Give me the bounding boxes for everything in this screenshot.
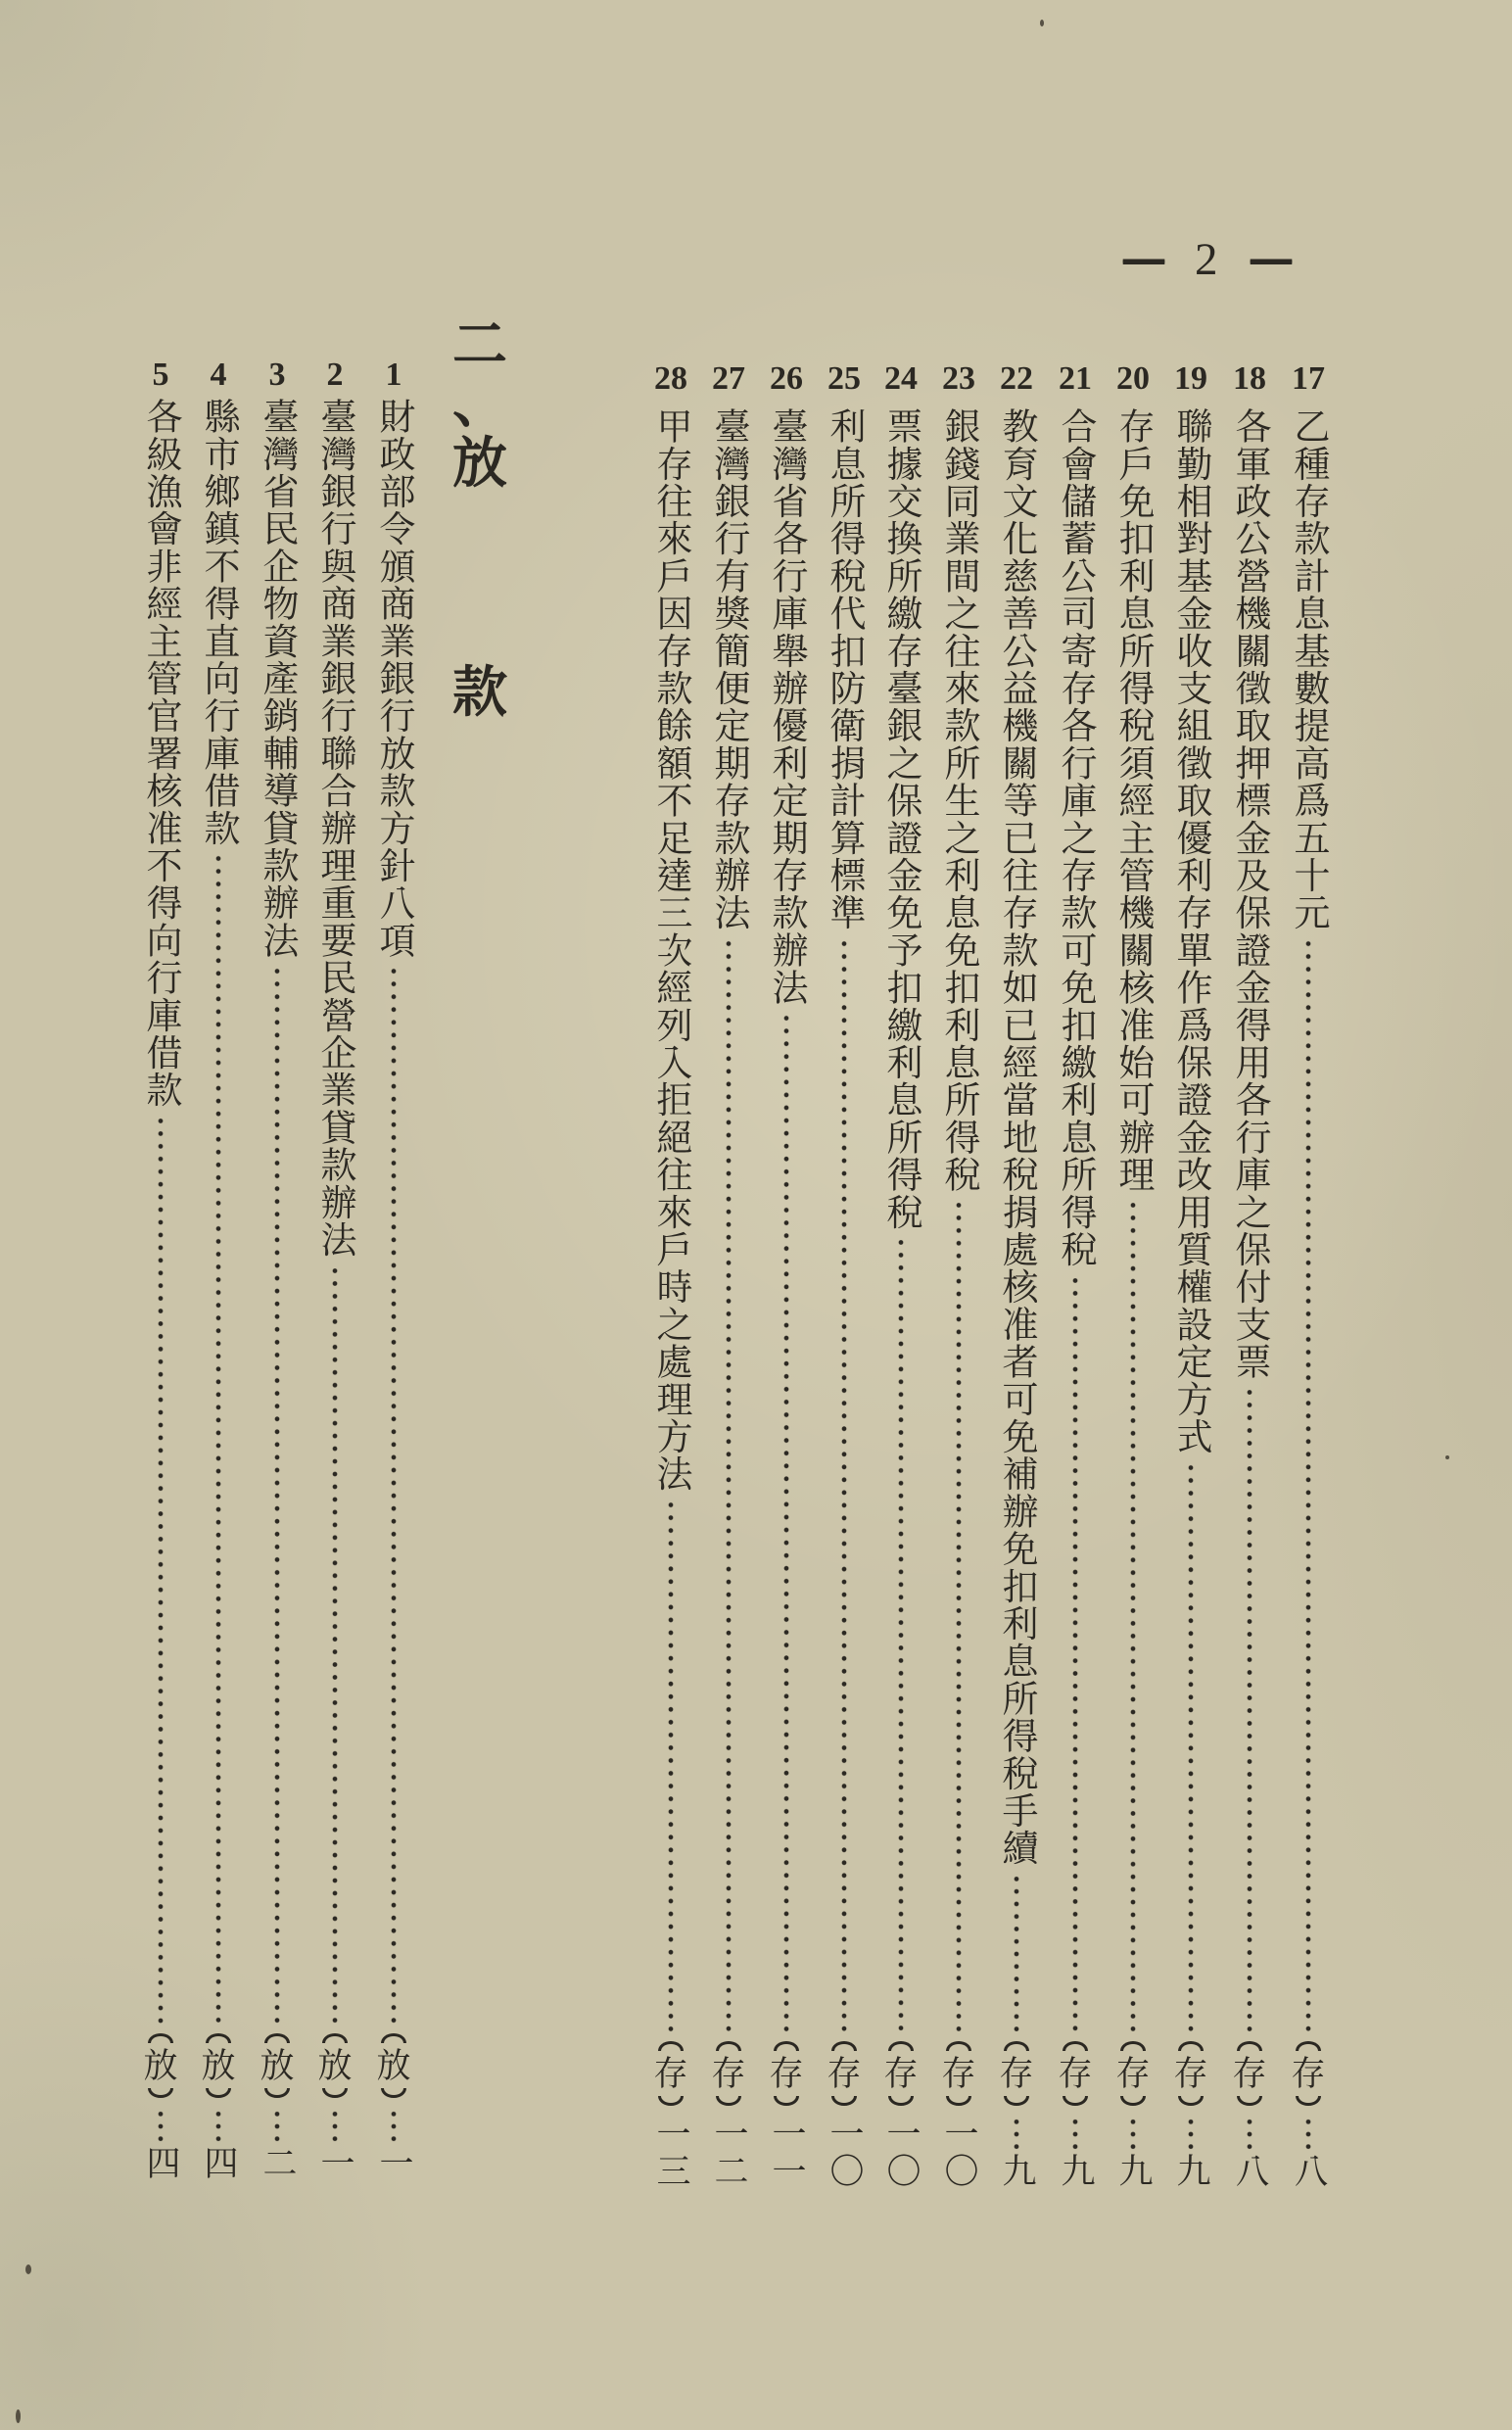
entry-number: 4 [210, 357, 227, 393]
leader-dots [331, 2108, 339, 2145]
entry-number: 23 [942, 360, 975, 397]
entry-number: 26 [770, 360, 803, 397]
section-ref: 存 [1291, 2055, 1326, 2094]
section-ref: 放 [201, 2047, 236, 2086]
close-paren-icon [146, 2085, 175, 2108]
entry-page: 一一 [767, 2116, 806, 2190]
section-ref: 存 [1058, 2055, 1093, 2094]
entry-number: 2 [326, 357, 344, 393]
close-paren-icon [656, 2093, 685, 2116]
entry-number: 17 [1292, 360, 1325, 397]
entry-number: 19 [1174, 360, 1207, 397]
close-paren-icon [379, 2085, 408, 2108]
header-dash-left: — [1123, 236, 1164, 281]
toc-entry [248, 358, 307, 2182]
open-paren-icon [1061, 2038, 1090, 2056]
entry-number: 5 [152, 357, 169, 393]
entry-title: 存戶免扣利息所得稅須經主管機關核准始可辦理 [1112, 407, 1155, 1194]
entry-title: 各級漁會非經主管官署核准不得向行庫借款 [140, 398, 182, 1109]
leader-dots [1246, 2116, 1253, 2153]
leader-dots [1187, 2116, 1195, 2153]
section-ref: 存 [941, 2055, 976, 2094]
section-ref: 放 [260, 2047, 295, 2086]
entry-number: 24 [884, 360, 918, 397]
entry-page: 九 [1113, 2153, 1153, 2190]
leader-dots [390, 965, 398, 2027]
entry-page: 一 [374, 2145, 413, 2182]
leader-dots [840, 937, 848, 2035]
open-paren-icon [1002, 2038, 1031, 2056]
open-paren-icon [1118, 2038, 1148, 2056]
heading-punctuation: 、 [452, 372, 507, 436]
toc-entry [699, 362, 758, 2190]
toc-entry [131, 358, 190, 2182]
section-ref: 存 [883, 2055, 919, 2094]
leader-dots [667, 1499, 675, 2035]
toc-entry [815, 362, 874, 2190]
entry-number: 28 [654, 360, 687, 397]
section-ref: 存 [1173, 2055, 1208, 2094]
toc-entry [929, 362, 988, 2190]
close-paren-icon [320, 2085, 350, 2108]
toc-entry [306, 358, 364, 2182]
leader-dots [157, 1115, 165, 2027]
page-ref [1172, 2116, 1209, 2190]
entry-page: 九 [1056, 2153, 1095, 2190]
toc-entry [1104, 362, 1162, 2190]
toc-entry [1279, 362, 1338, 2190]
paper-speck [16, 2409, 21, 2423]
leader-dots [1129, 1199, 1137, 2035]
page-ref [1114, 2116, 1152, 2190]
page-ref [826, 2116, 863, 2190]
section-ref: 放 [317, 2047, 353, 2086]
paper-speck [25, 2264, 31, 2274]
entry-number: 18 [1233, 360, 1266, 397]
section-ref: 存 [999, 2055, 1034, 2094]
close-paren-icon [829, 2093, 859, 2116]
leader-dots [955, 1199, 963, 2035]
section-ref: 存 [769, 2055, 804, 2094]
open-paren-icon [714, 2038, 743, 2056]
close-paren-icon [1294, 2093, 1323, 2116]
entry-page: 二 [258, 2145, 297, 2182]
header-dash-right: — [1251, 236, 1292, 281]
close-paren-icon [886, 2093, 916, 2116]
page-ref [940, 2116, 977, 2190]
open-paren-icon [886, 2038, 916, 2056]
leader-dots [725, 937, 732, 2035]
entry-number: 3 [268, 357, 286, 393]
entry-title: 財政部令頒商業銀行放款方針八項 [373, 398, 415, 959]
entry-title: 合會儲蓄公司寄存各行庫之存款可免扣繳利息所得稅 [1055, 407, 1097, 1268]
page-ref [200, 2108, 237, 2182]
leader-dots [1304, 937, 1312, 2035]
toc-entry [641, 362, 700, 2190]
entry-title: 各軍政公營機關徵取押標金及保證金得用各行庫之保付支票 [1229, 407, 1271, 1381]
leader-dots [1013, 1873, 1020, 2035]
entry-number: 1 [385, 357, 402, 393]
open-paren-icon [379, 2030, 408, 2048]
toc-entry [1220, 362, 1279, 2190]
leader-dots [897, 1236, 905, 2035]
entry-title: 臺灣省民企物資產銷輔導貸款辦法 [257, 398, 299, 959]
leader-dots [1304, 2116, 1312, 2153]
toc-entry [757, 362, 816, 2190]
close-paren-icon [714, 2093, 743, 2116]
close-paren-icon [1061, 2093, 1090, 2116]
paper-speck [1445, 1455, 1449, 1459]
open-paren-icon [320, 2030, 350, 2048]
open-paren-icon [944, 2038, 973, 2056]
toc-entry [987, 362, 1046, 2190]
close-paren-icon [262, 2085, 292, 2108]
toc-entry [189, 358, 248, 2182]
section-ref: 存 [1232, 2055, 1267, 2094]
leader-dots [331, 1264, 339, 2027]
entry-page: 一二 [709, 2116, 748, 2190]
open-paren-icon [1235, 2038, 1264, 2056]
close-paren-icon [944, 2093, 973, 2116]
entry-page: 九 [1171, 2153, 1210, 2190]
page-ref [142, 2108, 179, 2182]
page-ref [998, 2116, 1035, 2190]
section-ref: 放 [143, 2047, 178, 2086]
section-ref: 存 [827, 2055, 862, 2094]
open-paren-icon [146, 2030, 175, 2048]
close-paren-icon [1235, 2093, 1264, 2116]
leader-dots [1187, 1461, 1195, 2035]
leader-dots [1246, 1386, 1253, 2035]
open-paren-icon [829, 2038, 859, 2056]
open-paren-icon [656, 2038, 685, 2056]
leader-dots [1129, 2116, 1137, 2153]
entry-number: 27 [712, 360, 745, 397]
entry-title: 臺灣銀行與商業銀行聯合辦理重要民營企業貸款辦法 [314, 398, 356, 1259]
entry-number: 21 [1059, 360, 1092, 397]
open-paren-icon [772, 2038, 801, 2056]
toc-entry [1046, 362, 1105, 2190]
entry-page: 九 [997, 2153, 1036, 2190]
leader-dots [214, 852, 222, 2027]
leader-dots [214, 2108, 222, 2145]
leader-dots [273, 2108, 281, 2145]
leader-dots [273, 965, 281, 2027]
entry-page: 一 [315, 2145, 354, 2182]
entry-page: 一〇 [939, 2116, 978, 2190]
close-paren-icon [1002, 2093, 1031, 2116]
toc-entry [364, 358, 423, 2182]
open-paren-icon [1176, 2038, 1205, 2056]
close-paren-icon [772, 2093, 801, 2116]
page-ref [316, 2108, 354, 2182]
leader-dots [157, 2108, 165, 2145]
entry-title: 甲存往來戶因存款餘額不足達三次經列入拒絕往來戶時之處理方法 [650, 407, 692, 1493]
page-ref [1231, 2116, 1268, 2190]
entry-number: 22 [1000, 360, 1033, 397]
entry-title: 縣市鄉鎮不得直向行庫借款 [198, 398, 240, 847]
section-ref: 放 [376, 2047, 411, 2086]
close-paren-icon [1176, 2093, 1205, 2116]
leader-dots [390, 2108, 398, 2145]
entry-number: 25 [827, 360, 861, 397]
leader-dots [1071, 2116, 1079, 2153]
open-paren-icon [1294, 2038, 1323, 2056]
section-ref: 存 [711, 2055, 746, 2094]
entry-number: 20 [1116, 360, 1150, 397]
page-ref [1057, 2116, 1094, 2190]
open-paren-icon [204, 2030, 233, 2048]
close-paren-icon [1118, 2093, 1148, 2116]
heading-title-char: 放 [452, 432, 507, 496]
entry-page: 一〇 [825, 2116, 864, 2190]
paper-speck [1040, 20, 1044, 26]
leader-dots [782, 1012, 790, 2035]
entry-title: 票據交換所繳存臺銀之保證金免予扣繳利息所得稅 [880, 407, 922, 1231]
heading-title-char: 款 [452, 661, 507, 725]
entry-page: 八 [1230, 2153, 1269, 2190]
entry-title: 利息所得稅代扣防衛捐計算標準 [824, 407, 866, 931]
section-ref: 存 [653, 2055, 688, 2094]
leader-dots [1013, 2116, 1020, 2153]
page-ref [768, 2116, 805, 2190]
entry-page: 四 [141, 2145, 180, 2182]
page-ref [882, 2116, 920, 2190]
leader-dots [1071, 1274, 1079, 2035]
entry-title: 教育文化慈善公益機關等已往存款如已經當地稅捐處核准者可免補辦免扣利息所得稅手續 [996, 407, 1038, 1867]
page-ref [1290, 2116, 1327, 2190]
page-ref [375, 2108, 412, 2182]
page-ref [652, 2116, 689, 2190]
entry-title: 臺灣銀行有獎簡便定期存款辦法 [708, 407, 750, 931]
entry-title: 乙種存款計息基數提高爲五十元 [1288, 407, 1330, 931]
heading-numeral: 二 [452, 313, 507, 377]
open-paren-icon [262, 2030, 292, 2048]
entry-title: 銀錢同業間之往來款所生之利息免扣利息所得稅 [938, 407, 980, 1194]
entry-page: 四 [199, 2145, 238, 2182]
toc-entry [1161, 362, 1220, 2190]
entry-page: 一〇 [881, 2116, 921, 2190]
entry-page: 一三 [651, 2116, 690, 2190]
page-number: 2 [1195, 234, 1218, 285]
toc-entry [872, 362, 930, 2190]
entry-title: 臺灣省各行庫舉辦優利定期存款辦法 [766, 407, 808, 1007]
entry-title: 聯勤相對基金收支組徵取優利存單作爲保證金改用質權設定方式 [1170, 407, 1212, 1455]
page-ref [259, 2108, 296, 2182]
page-ref [710, 2116, 747, 2190]
section-ref: 存 [1115, 2055, 1151, 2094]
close-paren-icon [204, 2085, 233, 2108]
entry-page: 八 [1289, 2153, 1328, 2190]
